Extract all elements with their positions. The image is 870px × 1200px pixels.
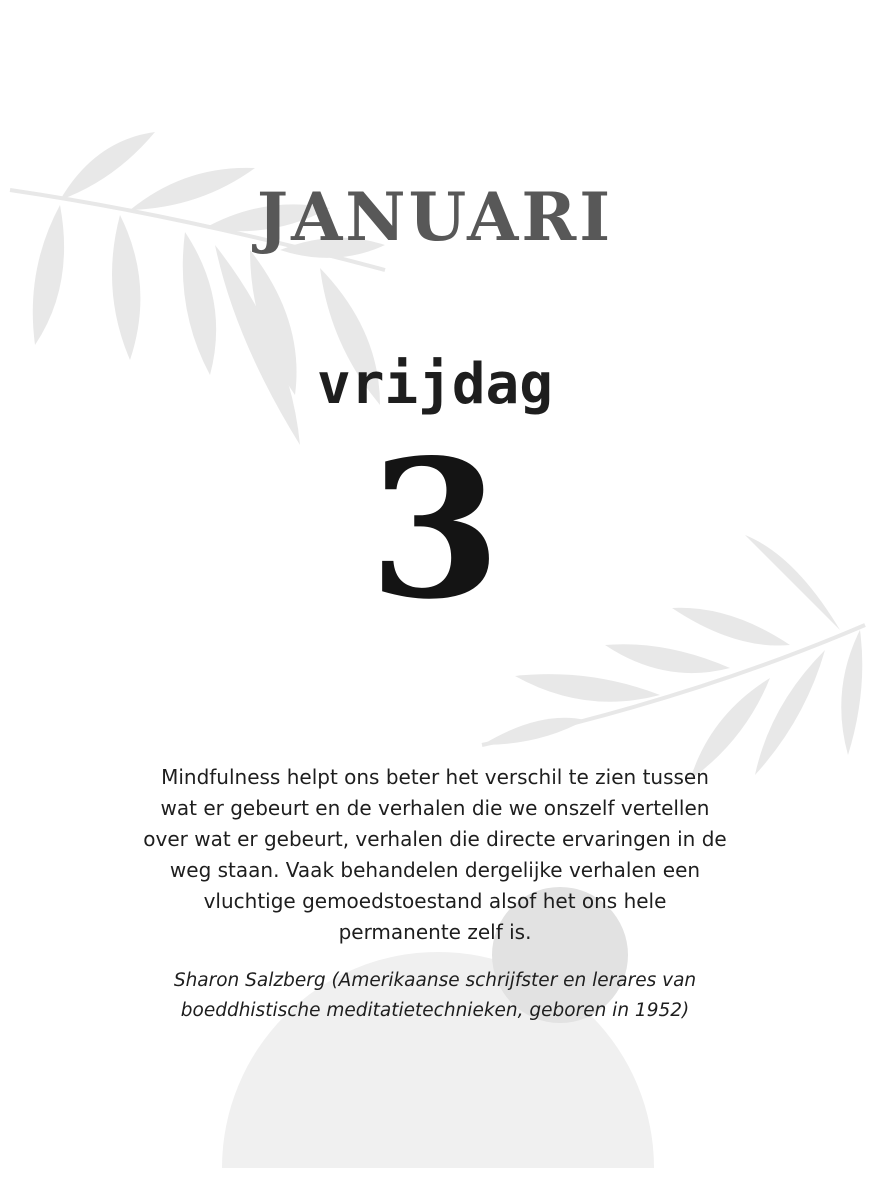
- quote-text: Mindfulness helpt ons beter het verschil te zien tussen wat er gebeurt en de verhalen die we onszelf vertellen over wat er gebeurt, verhalen die directe ervaringen in de weg staan. Vaak behandelen dergelijke verhalen een vluchtige gemoedstoestand alsof het ons hele permanente zelf is.: [143, 765, 727, 944]
- month-heading: JANUARI: [256, 178, 614, 256]
- quote-attribution: Sharon Salzberg (Amerikaanse schrijfster en lerares van boeddhistische meditatietechnieken, geboren in 1952): [173, 970, 697, 1021]
- day-number: 3: [368, 418, 502, 641]
- weekday-label: vrijdag: [316, 352, 553, 417]
